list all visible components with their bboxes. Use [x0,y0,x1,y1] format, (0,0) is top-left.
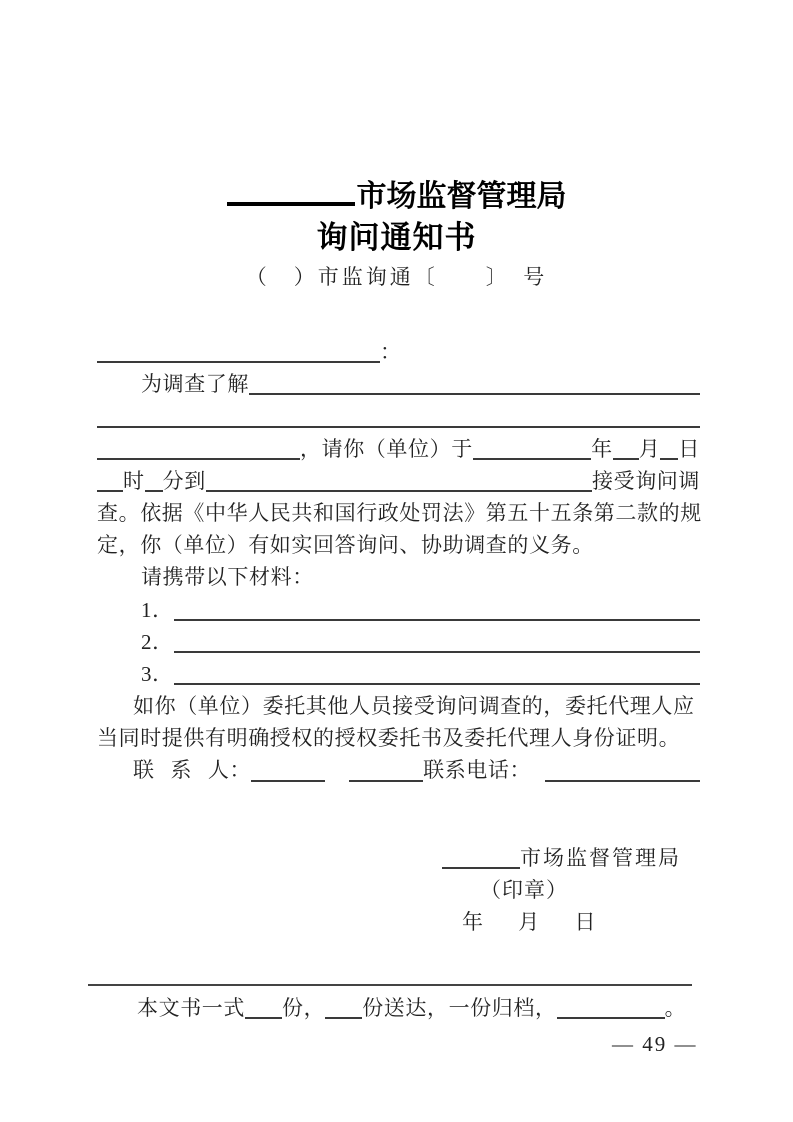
footer-divider [88,984,692,986]
title-line-authority [0,172,793,217]
request-blank [97,433,300,460]
minute-blank [145,465,163,492]
document-body [97,336,700,787]
hour-label: 时 [123,468,145,493]
phone-blank [545,754,700,781]
year-blank [473,433,591,460]
time-place-line [97,465,700,497]
material-item-1 [97,594,700,626]
authority-name-blank [227,172,355,206]
item-blank-1 [174,594,700,621]
delegate-text-2: 当同时提供有明确授权的授权委托书及委托代理人身份证明。 [97,726,681,751]
hour-blank [97,465,123,492]
archive-blank [557,992,665,1019]
material-item-2 [97,626,700,658]
footer-note-line [137,992,707,1024]
page-number: — 49 — [612,1032,698,1056]
investigate-line [97,368,700,400]
footer-note [137,992,707,1024]
item-number-1: 1． [141,597,174,622]
addressee-line [97,336,700,368]
contact-label: 联 系 人： [133,758,252,783]
addressee-colon: ： [380,340,402,364]
signature-date: 年 月 日 [462,910,596,935]
signature-org: 市场监督管理局 [520,846,681,870]
continuation-blank [97,400,700,427]
signature-org-line [442,842,692,874]
delegate-text-1: 如你（单位）委托其他人员接受询问调查的，委托代理人应 [133,694,695,719]
materials-heading-line [97,561,700,593]
item-number-3: 3． [141,661,174,686]
addressee-blank [97,336,380,363]
contact-line [97,754,700,786]
contact-name-blank-1 [251,754,325,781]
materials-heading: 请携带以下材料： [141,565,314,590]
investigate-prefix: 为调查了解 [141,372,249,397]
item-number-2: 2． [141,629,174,654]
copies-blank [245,992,282,1019]
title-line-notice: 询问通知书 [316,220,477,255]
law-line-1 [97,497,700,529]
law-text-2: 定，你（单位）有如实回答询问、协助调查的义务。 [97,533,594,558]
document-title [0,172,793,259]
law-line-2 [97,529,700,561]
material-item-3 [97,658,700,690]
request-line [97,433,700,465]
day-blank [660,433,678,460]
delegate-line-1 [97,690,700,722]
document-number-line: （ ）市监询通〔 〕 号 [245,265,548,289]
footer-note-prefix: 本文书一式 [137,996,245,1020]
contact-name-blank-2 [349,754,423,781]
footer-note-mid2: 份送达，一份归档， [362,996,557,1020]
continuation-blank-line [97,400,700,432]
delivered-blank [325,992,362,1019]
month-label: 月 [638,436,661,461]
accept-tail: 接受询问调 [592,468,700,493]
footer-note-mid1: 份， [282,996,326,1020]
law-text-1: 查。依据《中华人民共和国行政处罚法》第五十五条第二款的规 [97,500,702,525]
place-blank [206,465,592,492]
year-label: 年 [591,436,613,461]
request-clause: ，请你（单位）于 [300,436,473,461]
phone-label: 联系电话： [423,758,532,783]
signature-seal: （印章） [480,878,568,903]
item-blank-3 [174,658,700,685]
authority-name: 市场监督管理局 [356,180,567,213]
month-blank [613,433,639,460]
item-blank-2 [174,626,700,653]
investigate-blank [249,368,700,395]
delegate-line-2 [97,722,700,754]
footer-note-end: 。 [664,996,687,1020]
signature-block [442,842,692,939]
day-label: 日 [678,436,700,461]
minute-label: 分到 [162,468,206,493]
signature-org-blank [442,842,520,869]
